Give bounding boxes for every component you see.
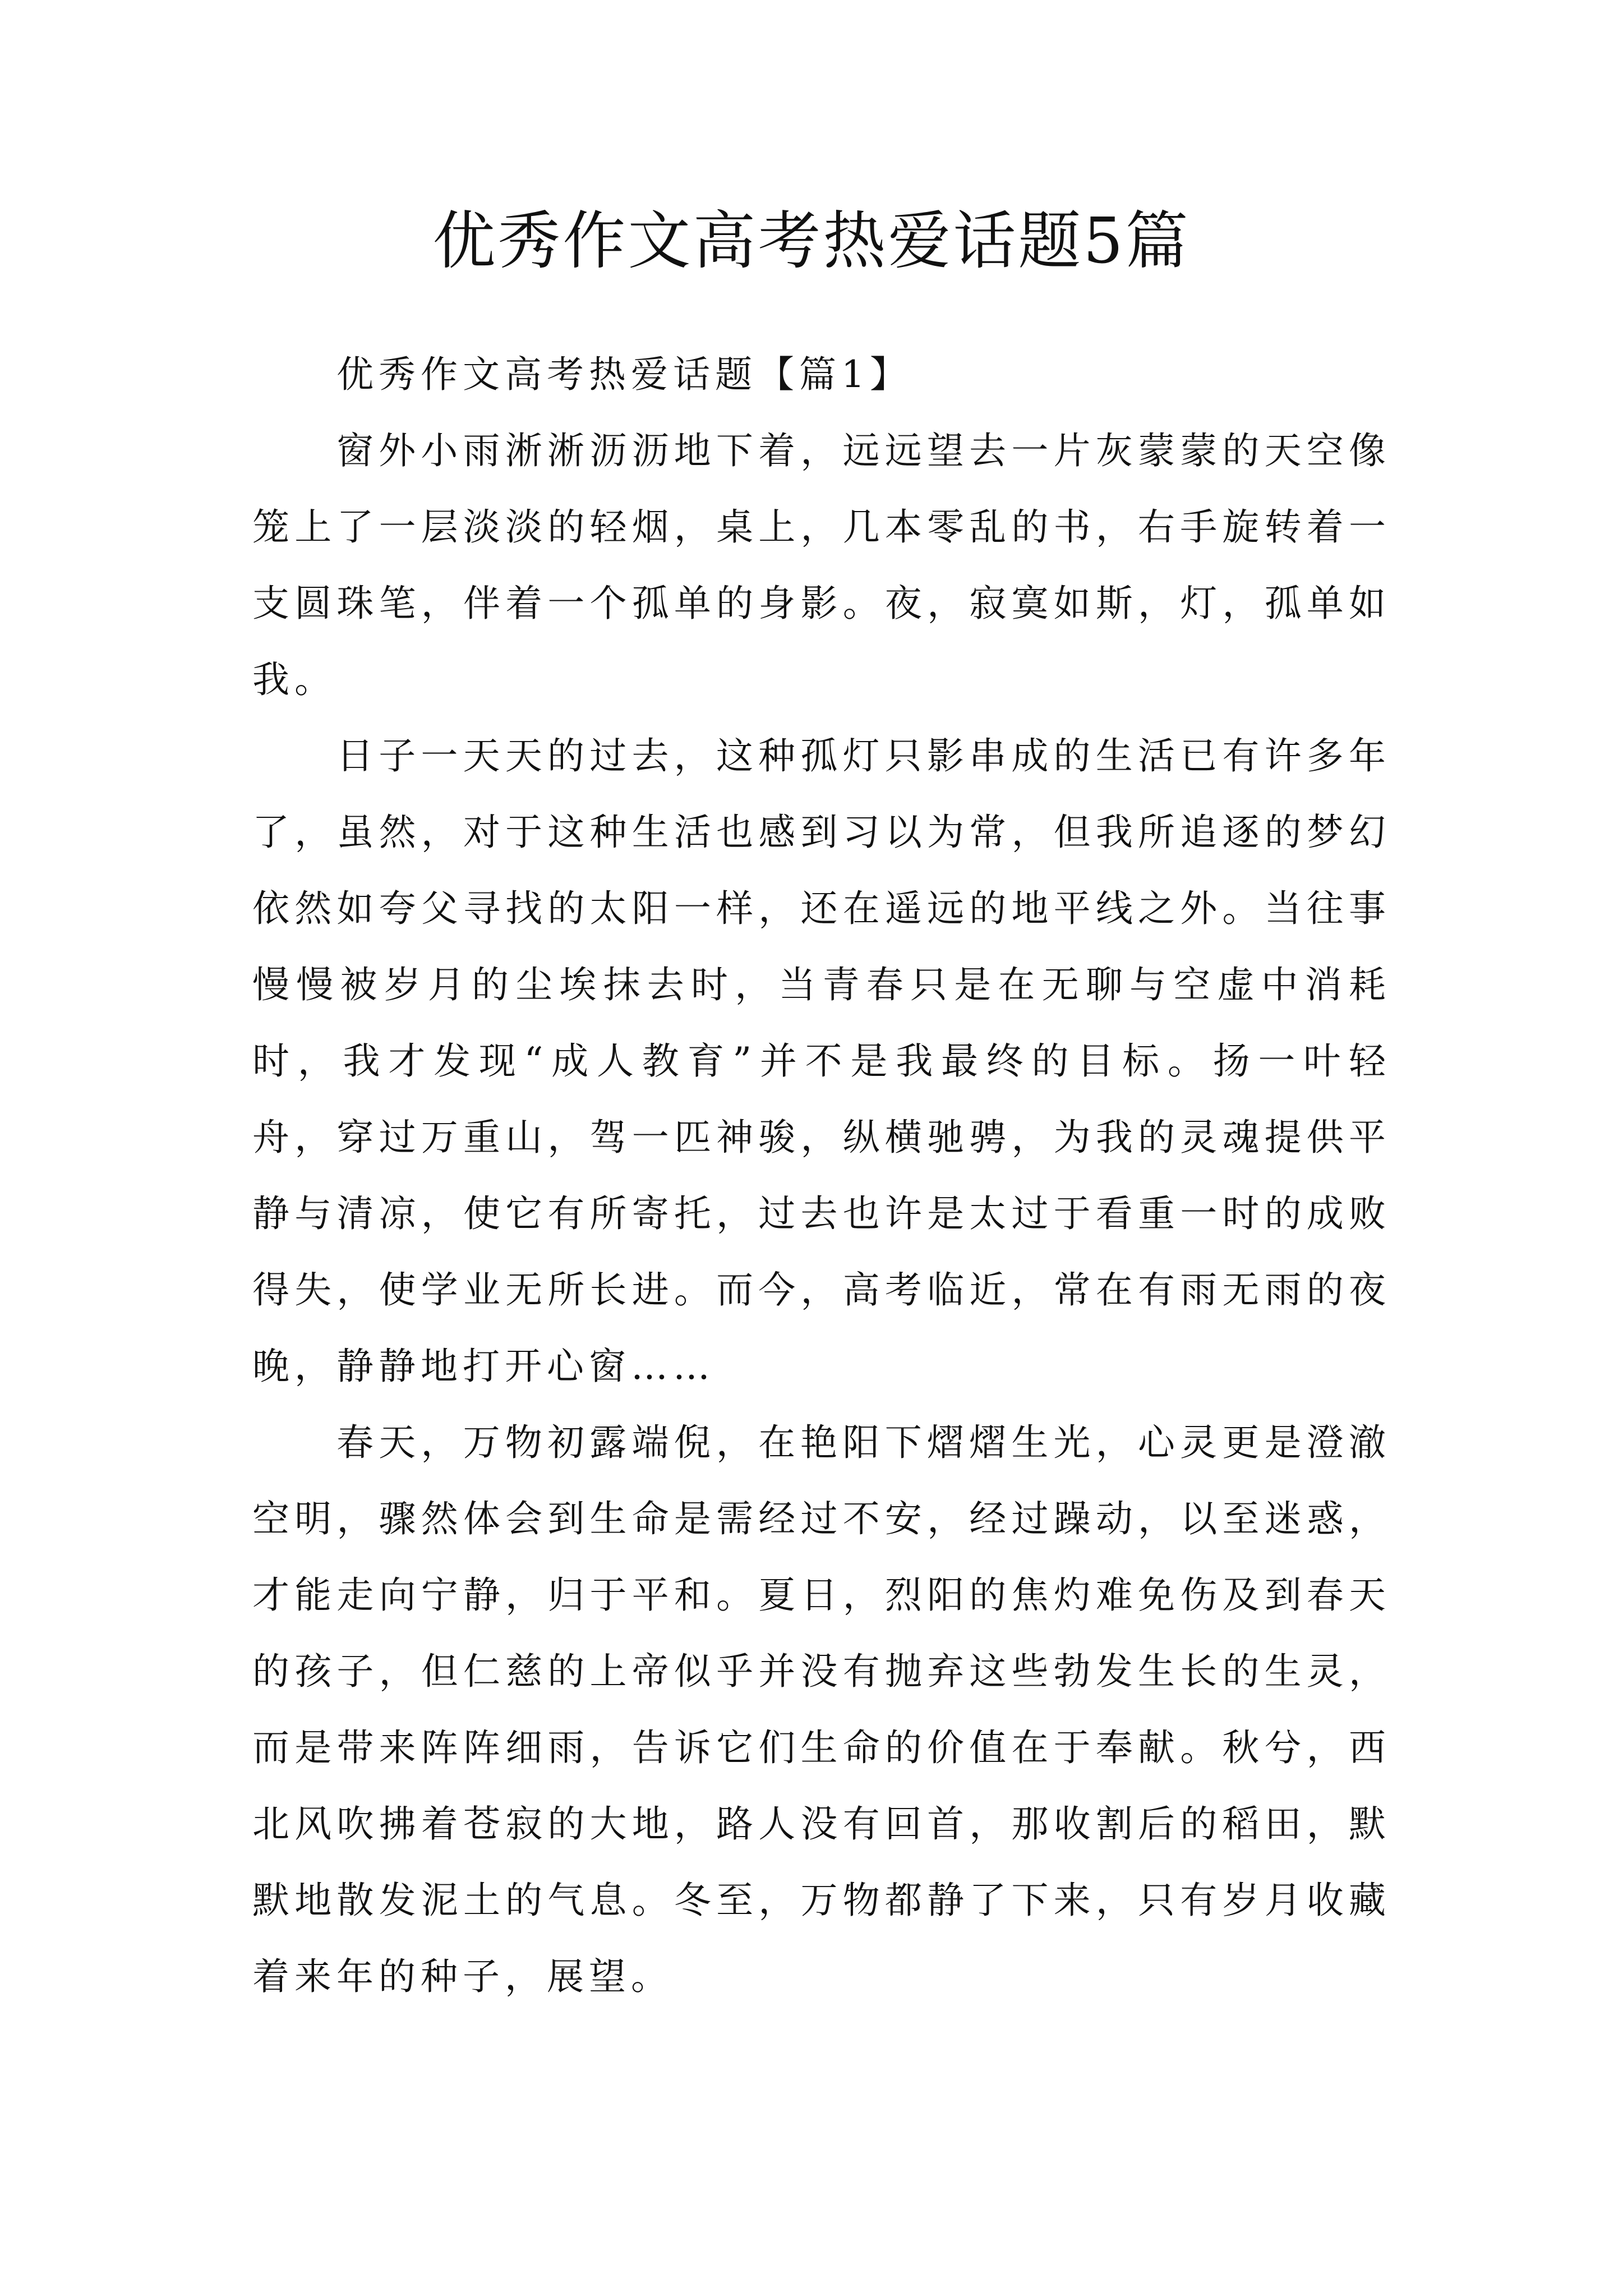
paragraph-2: 日子一天天的过去，这种孤灯只影串成的生活已有许多年了，虽然，对于这种生活也感到习以为常，但我所追逐的梦幻依然如夸父寻找的太阳一样，还在遥远的地平线之外。当往事慢慢被岁月的尘埃抹去时，当青春只是在无聊与空虚中消耗时，我才发现“成人教育”并不是我最终的目标。扬一叶轻舟，穿过万重山，驾一匹神骏，纵横驰骋，为我的灵魂提供平静与清凉，使它有所寄托，过去也许是太过于看重一时的成败得失，使学业无所长进。而今，高考临近，常在有雨无雨的夜晚，静静地打开心窗……	[252, 734, 1391, 1388]
section-heading: 优秀作文高考热爱话题【篇1】	[336, 353, 912, 396]
paragraph-1: 窗外小雨淅淅沥沥地下着，远远望去一片灰蒙蒙的天空像笼上了一层淡淡的轻烟，桌上，几本零乱的书，右手旋转着一支圆珠笔，伴着一个孤单的身影。夜，寂寞如斯，灯，孤单如我。	[252, 429, 1391, 701]
document-title: 优秀作文高考热爱话题5篇	[432, 205, 1191, 278]
document-body	[252, 337, 1391, 2015]
paragraph-3: 春天，万物初露端倪，在艳阳下熠熠生光，心灵更是澄澈空明，骤然体会到生命是需经过不安，经过躁动，以至迷惑，才能走向宁静，归于平和。夏日，烈阳的焦灼难免伤及到春天的孩子，但仁慈的上帝似乎并没有抛弃这些勃发生长的生灵，而是带来阵阵细雨，告诉它们生命的价值在于奉献。秋兮，西北风吹拂着苍寂的大地，路人没有回首，那收割后的稻田，默默地散发泥土的气息。冬至，万物都静了下来，只有岁月收藏着来年的种子，展望。	[252, 1421, 1391, 1998]
